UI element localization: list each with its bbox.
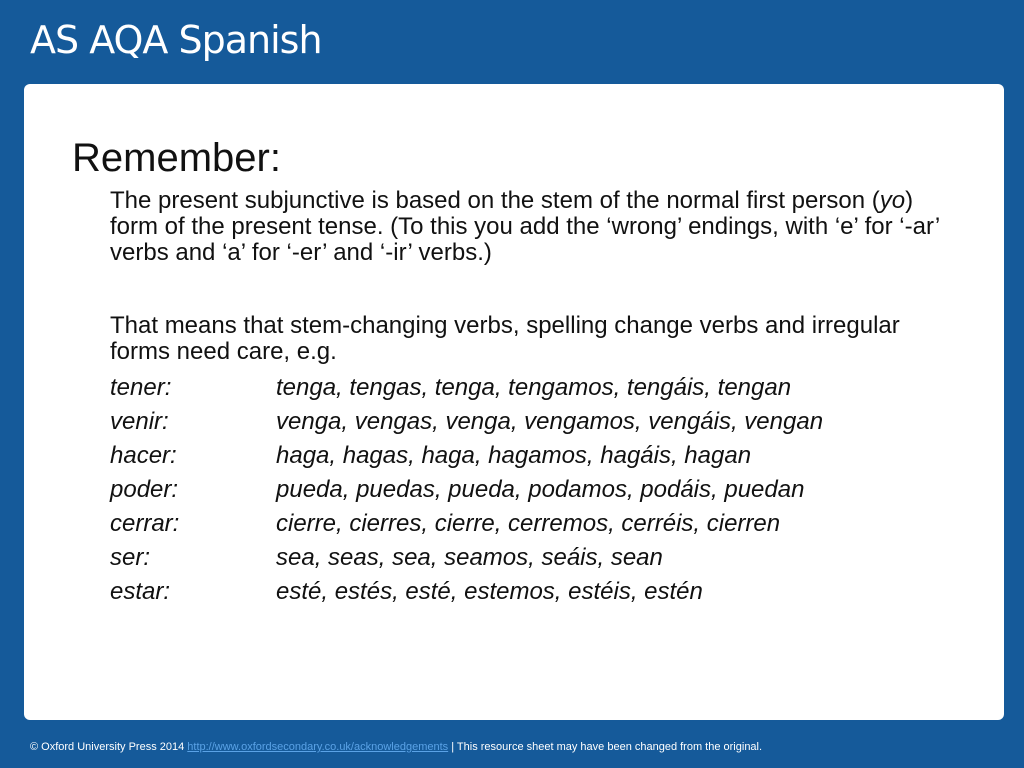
subjunctive-explanation-paragraph [110, 188, 960, 266]
verb-forms: cierre, cierres, cierre, cerremos, cerréis, cierren [276, 510, 781, 537]
acknowledgements-link[interactable]: http://www.oxfordsecondary.co.uk/acknowledgements [187, 741, 449, 753]
slide-content-panel [24, 84, 1004, 720]
para1-text-start: The present subjunctive is based on the stem of the normal first person ( [110, 187, 880, 214]
verb-infinitive: ser: [110, 544, 151, 571]
resource-notice: | This resource sheet may have been changed from the original. [451, 741, 763, 753]
verb-infinitive: cerrar: [110, 510, 180, 537]
course-title: AS AQA Spanish [30, 18, 322, 62]
verb-row-ser [110, 541, 970, 575]
verb-infinitive: venir: [110, 408, 169, 435]
slide-heading: Remember: [72, 136, 281, 180]
verb-row-poder [110, 473, 970, 507]
verb-row-hacer [110, 439, 970, 473]
verb-forms: sea, seas, sea, seamos, seáis, sean [276, 544, 663, 571]
yo-emphasis: yo [879, 187, 906, 214]
para1-text-end: ) form of the present tense. (To this you add the ‘wrong’ endings, with ‘e’ for ‘-ar’ verbs and ‘a’ for ‘-er’ and ‘-ir’ verbs.) [110, 187, 940, 266]
verb-forms: esté, estés, esté, estemos, estéis, estén [276, 578, 703, 605]
verb-forms: venga, vengas, venga, vengamos, vengáis, vengan [276, 408, 824, 435]
irregular-forms-paragraph: That means that stem-changing verbs, spelling change verbs and irregular forms need care, e.g. [110, 312, 900, 365]
verb-forms: tenga, tengas, tenga, tengamos, tengáis, tengan [276, 374, 792, 401]
verb-row-tener [110, 371, 970, 405]
verb-row-estar [110, 575, 970, 609]
footer [30, 741, 762, 753]
verb-conjugation-list [110, 371, 970, 609]
verb-infinitive: tener: [110, 374, 172, 401]
verb-infinitive: hacer: [110, 442, 177, 469]
verb-infinitive: poder: [110, 476, 179, 503]
copyright-text: © Oxford University Press 2014 [30, 741, 185, 753]
verb-infinitive: estar: [110, 578, 171, 605]
verb-row-cerrar [110, 507, 970, 541]
verb-forms: pueda, puedas, pueda, podamos, podáis, puedan [276, 476, 805, 503]
verb-forms: haga, hagas, haga, hagamos, hagáis, hagan [276, 442, 752, 469]
verb-row-venir [110, 405, 970, 439]
